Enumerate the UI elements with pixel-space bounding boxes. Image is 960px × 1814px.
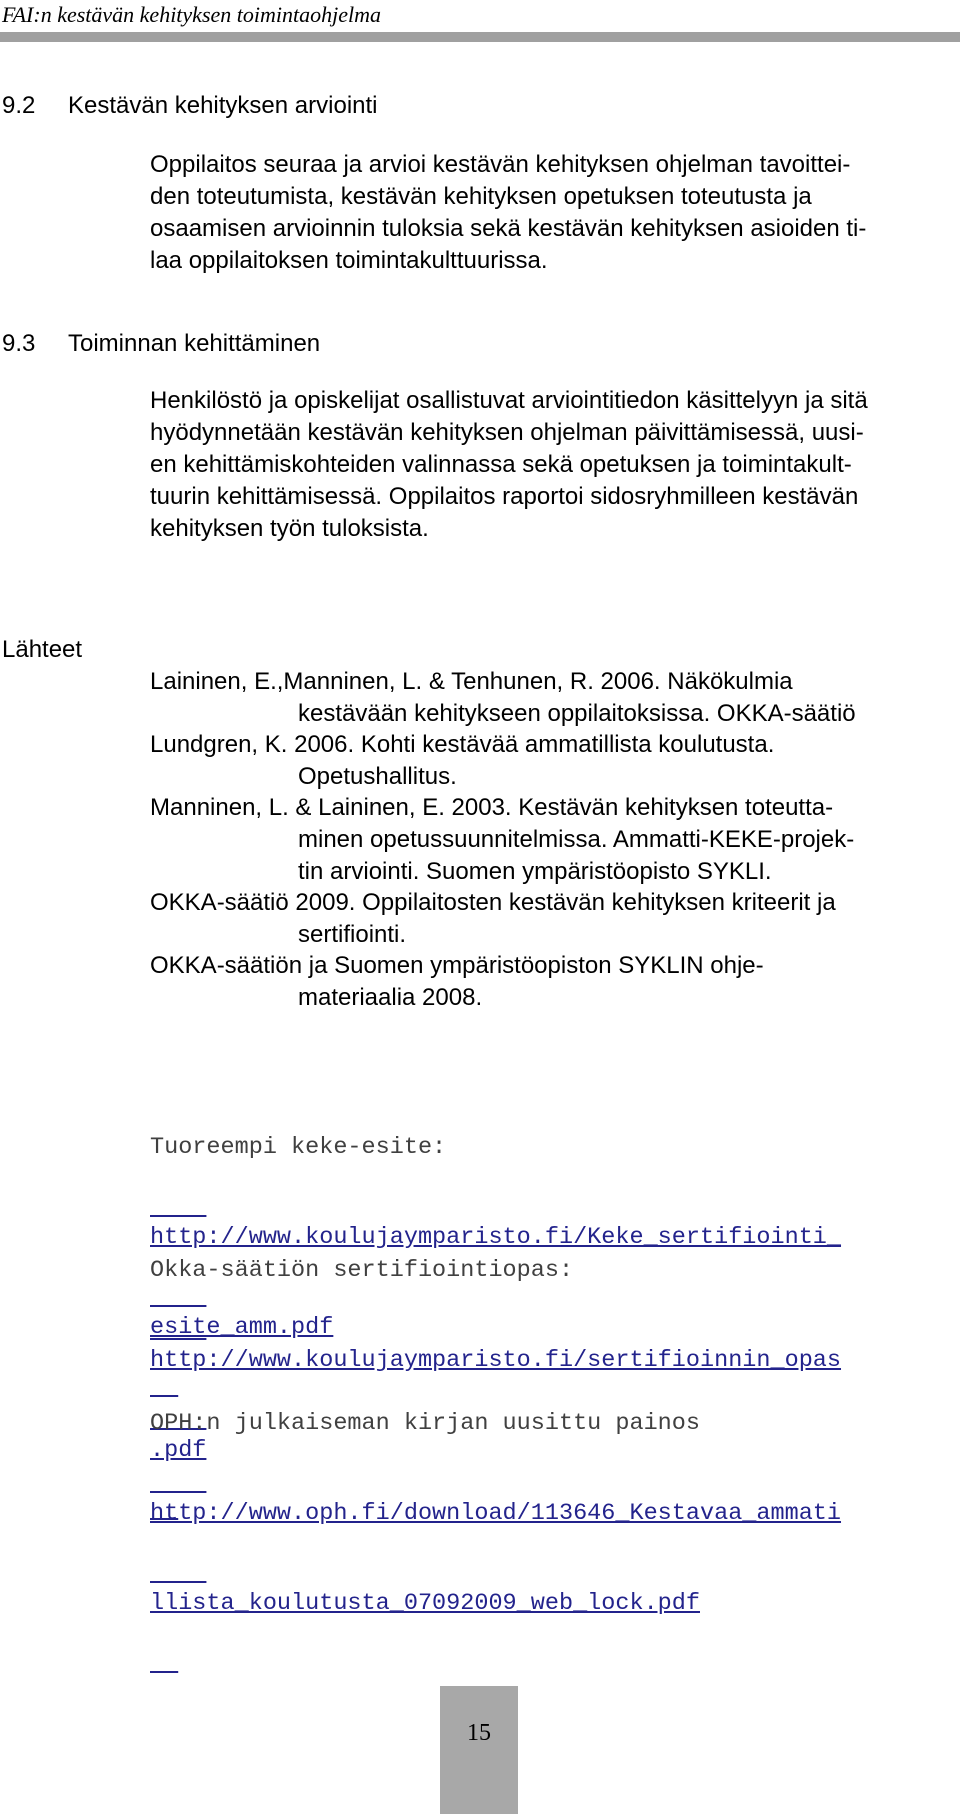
section-9-2-title: Kestävän kehityksen arviointi — [68, 92, 378, 119]
reference-line: OKKA-säätiö 2009. Oppilaitosten kestävän kehityksen kriteerit ja — [150, 889, 836, 917]
paragraph-line: en kehittämiskohteiden valinnassa sekä opetuksen ja toimintakult- — [150, 451, 852, 478]
link-label: Tuoreempi keke-esite: — [150, 1134, 447, 1161]
link-url-line: http://www.oph.fi/download/113646_Kestavaa_ammati — [150, 1500, 842, 1527]
link-block-oph-kirja — [150, 1409, 958, 1679]
section-9-3-heading — [2, 328, 320, 360]
running-header: FAI:n kestävän kehityksen toimintaohjelma — [2, 2, 381, 27]
paragraph-line: hyödynnetään kestävän kehityksen ohjelman päivittämisessä, uusi- — [150, 419, 864, 446]
link-url-line: http://www.koulujaymparisto.fi/sertifioinnin_opas — [150, 1347, 842, 1374]
paragraph-line: den toteutumista, kestävän kehityksen opetuksen toteutusta ja — [150, 183, 812, 210]
link-url-line: esite_amm.pdf — [150, 1314, 334, 1341]
section-9-2-paragraph — [150, 149, 958, 277]
link-label: OPH:n julkaiseman kirjan uusittu painos — [150, 1410, 700, 1437]
section-9-2-number: 9.2 — [2, 92, 36, 119]
paragraph-line: osaamisen arvioinnin tuloksia sekä kestävän kehityksen asioiden ti- — [150, 215, 867, 242]
reference-line: Manninen, L. & Laininen, E. 2003. Kestävän kehityksen toteutta- — [150, 794, 834, 822]
link-url-line: .pdf — [150, 1437, 207, 1464]
reference-item — [150, 887, 958, 950]
paragraph-line: tuurin kehittämisessä. Oppilaitos raportoi sidosryhmilleen kestävän — [150, 483, 859, 510]
section-9-3-paragraph — [150, 385, 958, 545]
link-label: Okka-säätiön sertifiointiopas: — [150, 1257, 574, 1284]
header-rule — [0, 32, 960, 42]
reference-item — [150, 666, 958, 729]
reference-line: Laininen, E.,Manninen, L. & Tenhunen, R. 2006. Näkökulmia — [150, 668, 793, 695]
reference-line: minen opetussuunnitelmissa. Ammatti-KEKE-projek- — [298, 825, 855, 853]
section-9-2-heading — [2, 90, 378, 122]
paragraph-line: laa oppilaitoksen toimintakulttuurissa. — [150, 247, 548, 274]
reference-item — [150, 729, 958, 792]
paragraph-line: kehityksen työn tuloksista. — [150, 515, 429, 542]
reference-line: kestävään kehitykseen oppilaitoksissa. OKKA-säätiö — [298, 699, 856, 727]
link-url-line: http://www.koulujaymparisto.fi/Keke_sertifiointi_ — [150, 1224, 842, 1251]
paragraph-line: Henkilöstö ja opiskelijat osallistuvat arviointitiedon käsittelyyn ja sitä — [150, 387, 868, 414]
references-list — [150, 666, 958, 1014]
oph-kirja-link[interactable] — [150, 1439, 958, 1679]
references-title: Lähteet — [2, 636, 83, 663]
section-9-3-number: 9.3 — [2, 330, 36, 357]
reference-line: OKKA-säätiön ja Suomen ympäristöopiston SYKLIN ohje- — [150, 952, 764, 980]
reference-line: materiaalia 2008. — [298, 983, 483, 1011]
reference-line: Opetushallitus. — [298, 762, 457, 790]
paragraph-line: Oppilaitos seuraa ja arvioi kestävän kehityksen ohjelman tavoittei- — [150, 151, 851, 178]
reference-line: Lundgren, K. 2006. Kohti kestävää ammatillista koulutusta. — [150, 731, 775, 759]
link-url-line: llista_koulutusta_07092009_web_lock.pdf — [150, 1590, 700, 1617]
reference-line: tin arviointi. Suomen ympäristöopisto SYKLI. — [298, 857, 772, 885]
section-9-3-title: Toiminnan kehittäminen — [68, 330, 321, 357]
reference-item — [150, 950, 958, 1013]
reference-item — [150, 792, 958, 887]
reference-line: sertifiointi. — [298, 920, 407, 948]
page-number: 15 — [440, 1686, 518, 1814]
